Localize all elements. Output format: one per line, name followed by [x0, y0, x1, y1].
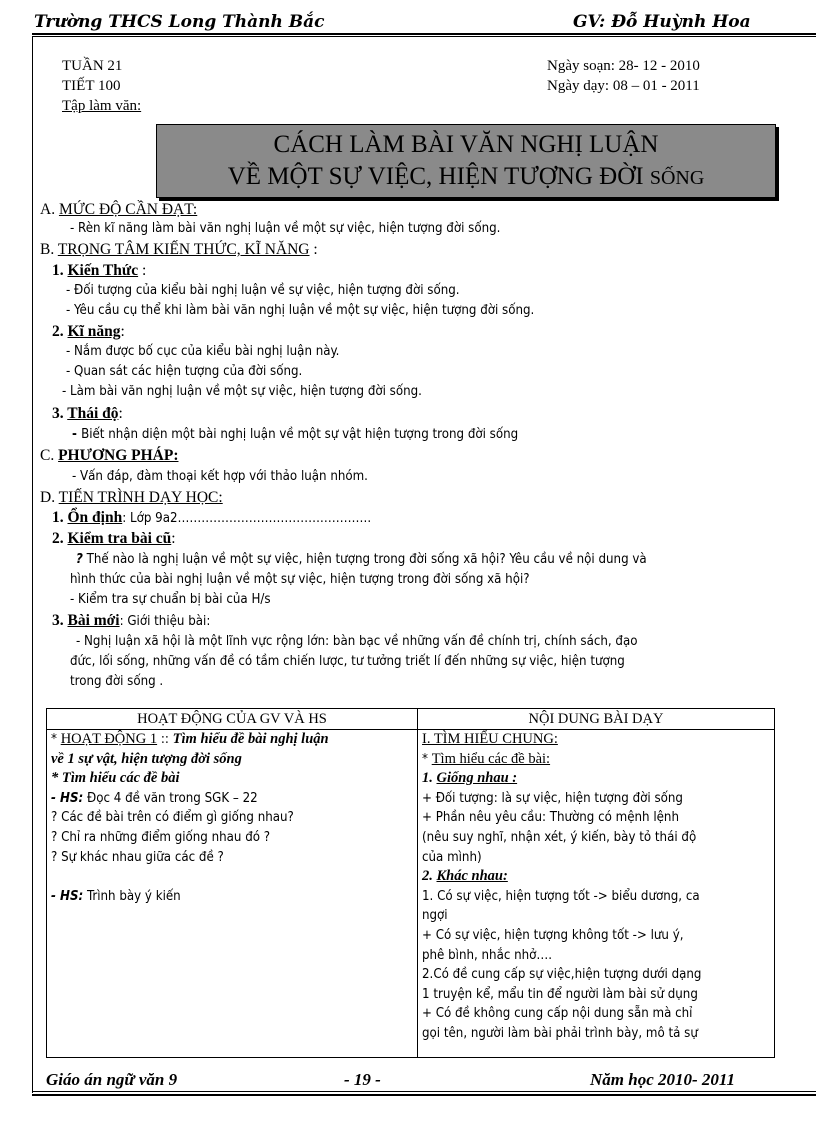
footer-page-number: - 19 -	[344, 1070, 381, 1089]
d3-heading: 3. Bài mới: Giới thiệu bài:	[52, 612, 211, 629]
title-banner	[156, 124, 776, 198]
title-line-1: CÁCH LÀM BÀI VĂN NGHỊ LUẬN	[273, 131, 659, 158]
footer-book: Giáo án ngữ văn 9	[46, 1070, 178, 1089]
footer-rule	[32, 1094, 816, 1096]
right-line-4: + Đối tượng: là sự việc, hiện tượng đời sống	[422, 790, 683, 806]
prep-date: Ngày soạn: 28- 12 - 2010	[547, 58, 700, 74]
b1-item-1: - Đối tượng của kiểu bài nghị luận về sự việc, hiện tượng đời sống.	[66, 283, 460, 298]
activity-cell	[47, 730, 418, 1058]
d3-line-1: - Nghị luận xã hội là một lĩnh vực rộng lớn: bàn bạc về những vấn đề chính trị, chính sách, đạo	[76, 634, 638, 649]
week: TUẦN 21	[62, 58, 123, 74]
header-rule-thin	[32, 36, 816, 37]
d1-line: 1. Ổn định: Lớp 9a2………………………………………….	[52, 509, 372, 526]
right-line-1: I. TÌM HIỂU CHUNG:	[422, 731, 558, 747]
left-line-6: ? Chỉ ra những điểm giống nhau đó ?	[51, 829, 271, 845]
col1-header: HOẠT ĐỘNG CỦA GV VÀ HS	[47, 709, 418, 730]
teach-date: Ngày dạy: 08 – 01 - 2011	[547, 78, 700, 94]
footer-rule-thin	[32, 1091, 816, 1092]
right-line-13: 2.Có đề cung cấp sự việc,hiện tượng dưới dạng	[422, 967, 702, 983]
b2-item-3: - Làm bài văn nghị luận về một sự việc, hiện tượng đời sống.	[62, 384, 422, 399]
d2-question-line-2: hình thức của bài nghị luận về một sự việc, hiện tượng trong đời sống xã hội?	[70, 572, 530, 587]
right-line-9: 1. Có sự việc, hiện tượng tốt -> biểu dương, ca	[422, 888, 700, 904]
d2-heading: 2. Kiểm tra bài cũ:	[52, 530, 176, 547]
right-line-10: ngợi	[422, 908, 448, 924]
left-line-1: * HOẠT ĐỘNG 1 :: Tìm hiểu đề bài nghị luận	[51, 731, 329, 747]
content-cell	[418, 730, 775, 1058]
right-line-14: 1 truyện kể, mẩu tin để người làm bài sử dụng	[422, 986, 698, 1002]
left-line-3: * Tìm hiểu các đề bài	[51, 770, 180, 787]
b2-item-1: - Nắm được bố cục của kiểu bài nghị luận này.	[66, 344, 340, 359]
d2-item: - Kiểm tra sự chuẩn bị bài của H/s	[70, 592, 271, 607]
left-line-4: - HS: Đọc 4 đề văn trong SGK – 22	[51, 790, 258, 806]
right-line-15: + Có đề không cung cấp nội dung sẵn mà chỉ	[422, 1006, 693, 1022]
section-b-heading: B. TRỌNG TÂM KIẾN THỨC, KĨ NĂNG :	[40, 241, 318, 258]
title-line-2: VỀ MỘT SỰ VIỆC, HIỆN TƯỢNG ĐỜI SỐNG	[227, 163, 705, 190]
header-school: Trường THCS Long Thành Bắc	[34, 12, 325, 32]
header-rule	[32, 33, 816, 35]
col2-header: NỘI DUNG BÀI DẠY	[418, 709, 775, 730]
b2-heading: 2. Kĩ năng:	[52, 323, 125, 340]
right-line-12: phê bình, nhắc nhở….	[422, 947, 553, 963]
right-line-8: 2. Khác nhau:	[422, 868, 508, 885]
right-line-16: gọi tên, người làm bài phải trình bày, mô tả sự	[422, 1025, 698, 1041]
right-line-5: + Phần nêu yêu cầu: Thường có mệnh lệnh	[422, 810, 679, 826]
section-a-item: - Rèn kĩ năng làm bài văn nghị luận về một sự việc, hiện tượng đời sống.	[70, 221, 501, 236]
subject: Tập làm văn:	[62, 98, 142, 114]
section-c-heading: C. PHƯƠNG PHÁP:	[40, 447, 179, 464]
d2-question-line-1: ? Thế nào là nghị luận về một sự việc, hiện tượng trong đời sống xã hội? Yêu cầu về nội dung và	[76, 552, 647, 567]
b3-heading: 3. Thái độ:	[52, 405, 123, 422]
b1-item-2: - Yêu cầu cụ thể khi làm bài văn nghị luận về một sự việc, hiện tượng đời sống.	[66, 303, 535, 318]
left-margin-rule	[32, 36, 33, 1093]
section-a-heading: A. MỨC ĐỘ CẦN ĐẠT:	[40, 201, 198, 218]
left-line-5: ? Các đề bài trên có điểm gì giống nhau?	[51, 810, 294, 826]
header-teacher: GV: Đỗ Huỳnh Hoa	[573, 12, 751, 32]
right-line-3: 1. Giống nhau :	[422, 770, 518, 787]
left-line-7: ? Sự khác nhau giữa các đề ?	[51, 849, 224, 865]
right-line-6: (nêu suy nghĩ, nhận xét, ý kiến, bày tỏ thái độ	[422, 829, 697, 845]
period: TIẾT 100	[62, 78, 121, 94]
d3-line-3: trong đời sống .	[70, 674, 164, 689]
b2-item-2: - Quan sát các hiện tượng của đời sống.	[66, 364, 303, 379]
b1-heading: 1. Kiến Thức :	[52, 262, 147, 279]
right-line-7: của mình)	[422, 849, 482, 865]
left-line-8: - HS: Trình bày ý kiến	[51, 888, 181, 904]
b3-item-1: - Biết nhận diện một bài nghị luận về một sự vật hiện tượng trong đời sống	[72, 427, 519, 442]
lesson-table	[46, 708, 775, 1058]
section-c-item: - Vấn đáp, đàm thoại kết hợp với thảo luận nhóm.	[72, 469, 368, 484]
left-line-2: về 1 sự vật, hiện tượng đời sống	[51, 750, 242, 767]
footer-school-year: Năm học 2010- 2011	[590, 1070, 735, 1089]
right-line-2: * Tìm hiểu các đề bài:	[422, 750, 551, 767]
section-d-heading: D. TIẾN TRÌNH DẠY HỌC:	[40, 489, 223, 506]
right-line-11: + Có sự việc, hiện tượng không tốt -> lưu ý,	[422, 927, 684, 943]
d3-line-2: đức, lối sống, những vấn đề có tầm chiến lược, tư tưởng triết lí đến những sự việc, hiện tượng	[70, 654, 625, 669]
